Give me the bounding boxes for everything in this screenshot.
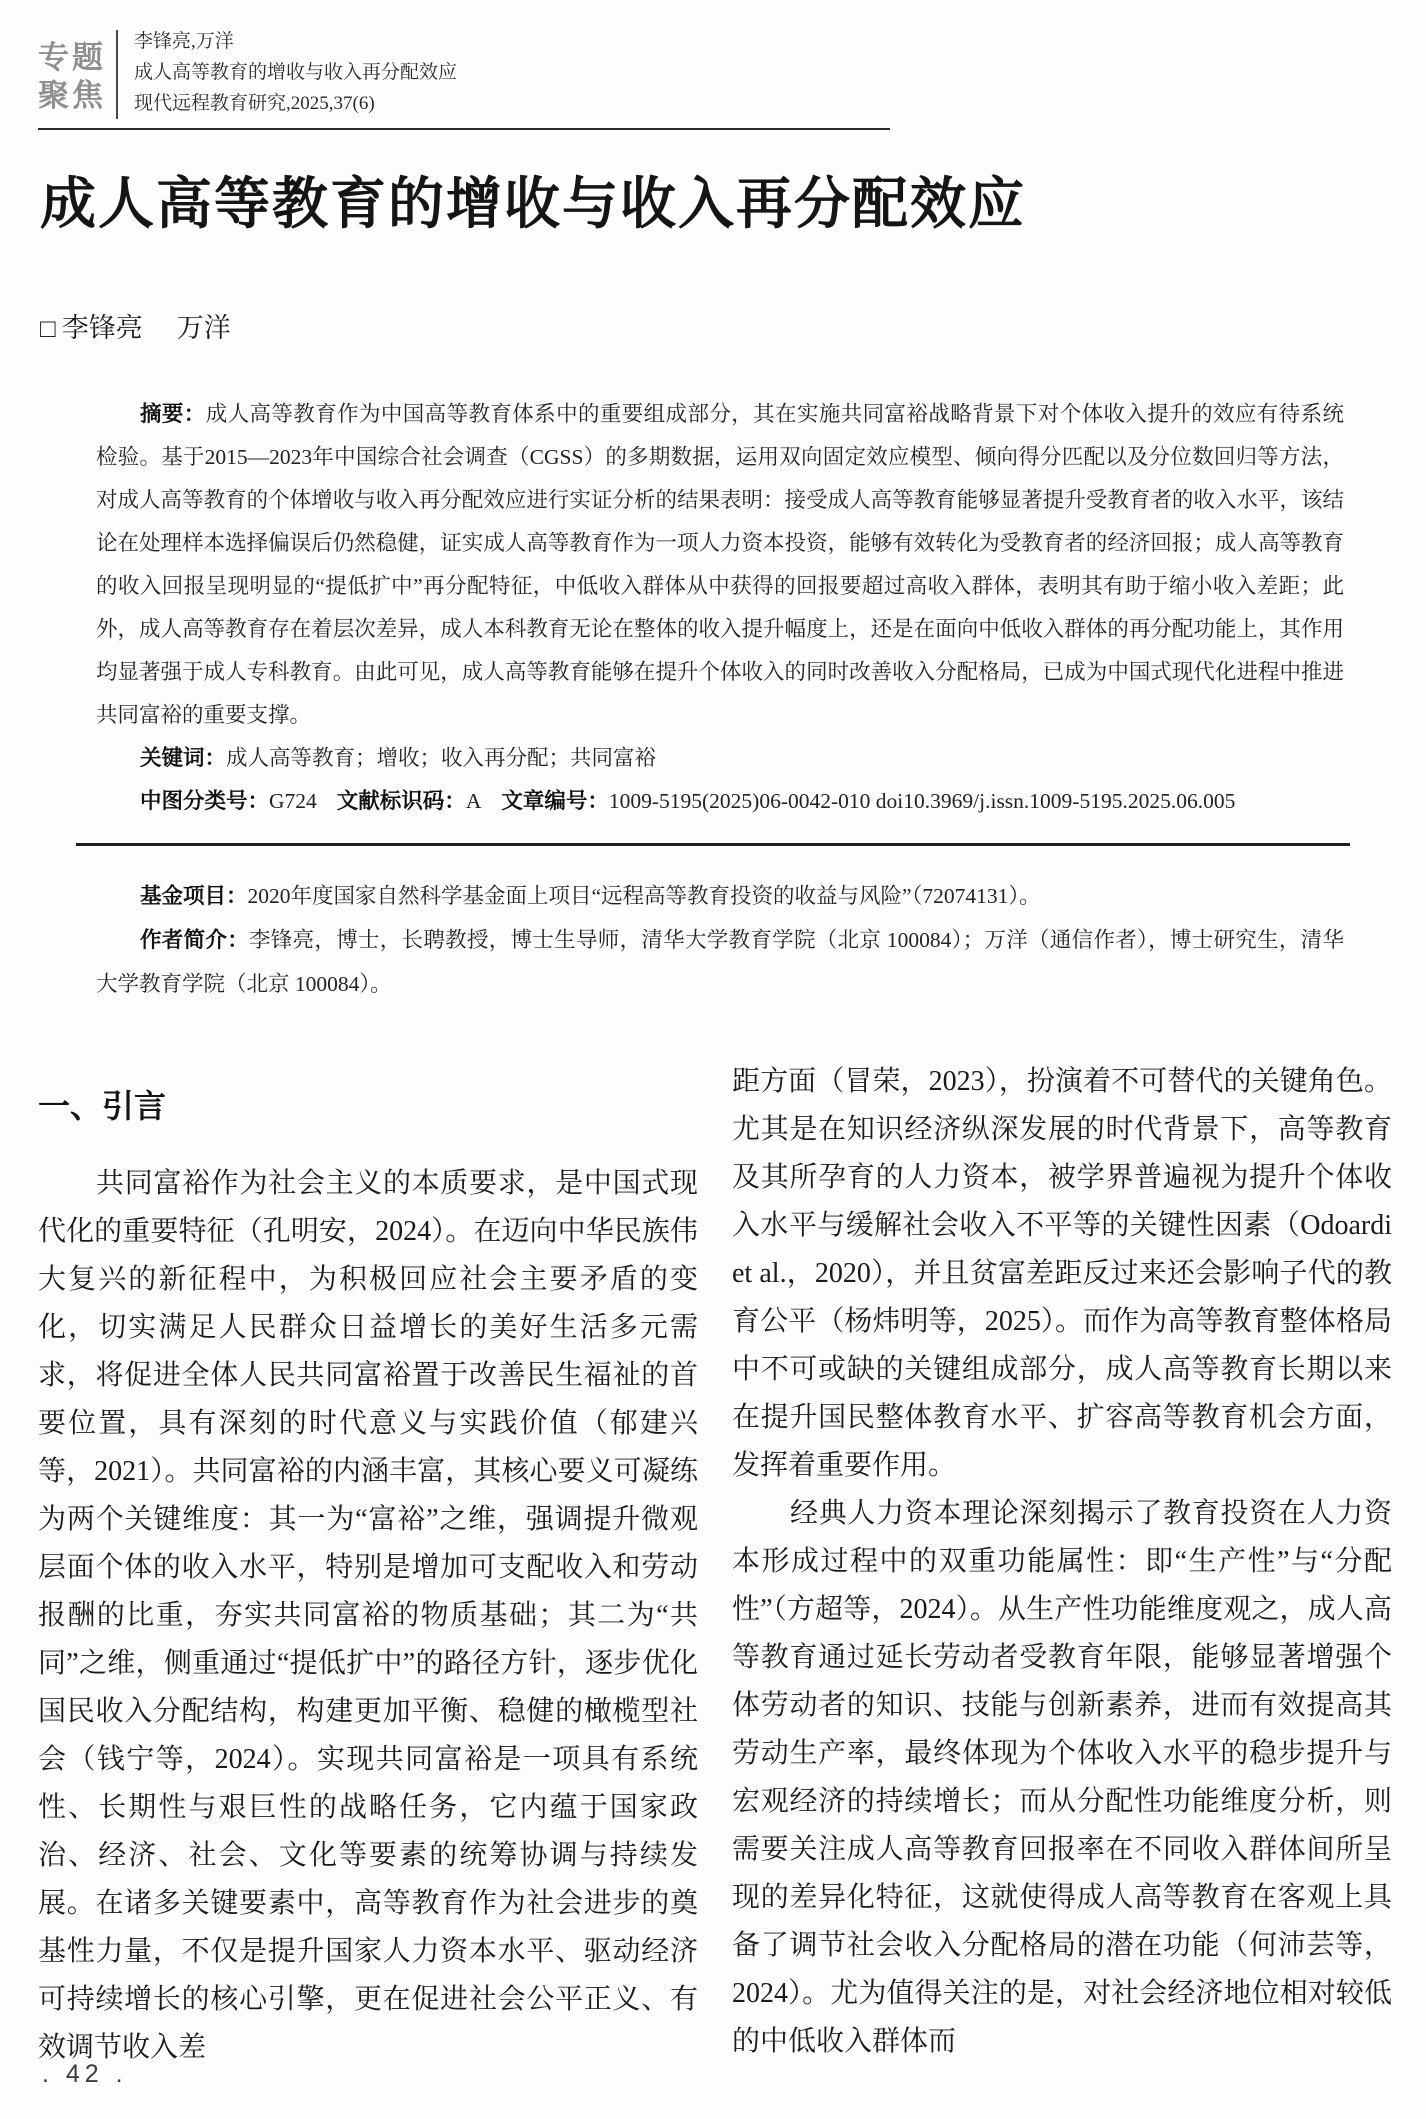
page-header [38, 20, 1392, 119]
keywords-label: 关键词： [140, 746, 227, 770]
clc-value: G724 [269, 789, 317, 813]
article-id-label: 文章编号： [501, 789, 609, 813]
article-title: 成人高等教育的增收与收入再分配效应 [40, 172, 1026, 235]
clc-label: 中图分类号： [140, 789, 270, 813]
author-marker-square: □ [40, 314, 56, 343]
page-footer [42, 2060, 128, 2089]
author-line [40, 306, 1392, 345]
keywords-line [96, 737, 1344, 780]
body-paragraph-2: 经典人力资本理论深刻揭示了教育投资在人力资本形成过程中的双重功能属性：即“生产性”与“分配性”（方超等，2024）。从生产性功能维度观之，成人高等教育通过延长劳动者受教育年限，能够显著增强个体劳动者的知识、技能与创新素养，进而有效提高其劳动生产率，最终体现为个体收入水平的稳步提升与宏观经济的持续增长；而从分配性功能维度分析，则需要关注成人高等教育回报率在不同收入群体间所呈现的差异化特征，这就使得成人高等教育在客观上具备了调节社会收入分配格局的潜在功能（何沛芸等，2024）。尤为值得关注的是，对社会经济地位相对较低的中低收入群体而 [732, 1498, 1392, 2057]
keywords-text: 成人高等教育；增收；收入再分配；共同富裕 [226, 746, 657, 770]
bio-text: 李锋亮，博士，长聘教授，博士生导师，清华大学教育学院（北京 100084）；万洋（通信作者），博士研究生，清华大学教育学院（北京 100084）。 [96, 928, 1344, 996]
citation-article-title: 成人高等教育的增收与收入再分配效应 [134, 62, 458, 83]
topic-label-line2: 聚焦 [38, 77, 106, 113]
abstract-paragraph [96, 393, 1344, 737]
header-vertical-divider [116, 30, 118, 119]
running-citation [134, 20, 457, 119]
fund-text: 2020年度国家自然科学基金面上项目“远程高等教育投资的收益与风险”（72074131）。 [247, 884, 1041, 908]
section-heading-introduction: 一、引言 [38, 1088, 167, 1124]
abstract-text: 成人高等教育作为中国高等教育体系中的重要组成部分，其在实施共同富裕战略背景下对个体收入提升的效应有待系统检验。基于2015—2023年中国综合社会调查（CGSS）的多期数据，运用双向固定效应模型、倾向得分匹配以及分位数回归等方法，对成人高等教育的个体增收与收入再分配效应进行实证分析的结果表明：接受成人高等教育能够显著提升受教育者的收入水平，该结论在处理样本选择偏误后仍然稳健，证实成人高等教育作为一项人力资本投资，能够有效转化为受教育者的经济回报；成人高等教育的收入回报呈现明显的“提低扩中”再分配特征，中低收入群体从中获得的回报要超过高收入群体，表明其有助于缩小收入差距；此外，成人高等教育存在着层次差异，成人本科教育无论在整体的收入提升幅度上，还是在面向中低收入群体的再分配功能上，其作用均显著强于成人专科教育。由此可见，成人高等教育能够在提升个体收入的同时改善收入分配格局，已成为中国式现代化进程中推进共同富裕的重要支撑。 [96, 402, 1344, 727]
author-name-1: 李锋亮 [61, 313, 143, 343]
doc-code-label: 文献标识码： [336, 789, 466, 813]
body-columns [38, 1058, 1392, 2072]
abstract-section [96, 393, 1344, 823]
article-meta-line [96, 780, 1344, 823]
fund-project-line [96, 874, 1344, 918]
left-column [38, 1058, 698, 2072]
bio-label: 作者简介： [140, 928, 249, 952]
citation-journal-info: 现代远程教育研究,2025,37(6) [134, 93, 375, 114]
header-horizontal-rule [38, 128, 890, 130]
doc-code-value: A [465, 789, 482, 813]
mid-horizontal-rule [76, 843, 1350, 846]
topic-column-label [38, 25, 106, 115]
author-bio-line [96, 918, 1344, 1006]
abstract-label: 摘要： [140, 402, 206, 426]
fund-label: 基金项目： [140, 884, 248, 908]
doi-value: doi10.3969/j.issn.1009-5195.2025.06.005 [875, 789, 1236, 813]
citation-authors: 李锋亮,万洋 [134, 31, 234, 52]
author-name-2: 万洋 [176, 313, 231, 343]
body-paragraph-continuation: 距方面（冒荣，2023），扮演着不可替代的关键角色。尤其是在知识经济纵深发展的时代背景下，高等教育及其所孕育的人力资本，被学界普遍视为提升个体收入水平与缓解社会收入不平等的关键性因素（Odoardi et al.，2020），并且贫富差距反过来还会影响子代的教育公平（杨炜明等，2025）。而作为高等教育整体格局中不可或缺的关键组成部分，成人高等教育长期以来在提升国民整体教育水平、扩容高等教育机会方面，发挥着重要作用。 [732, 1066, 1392, 1481]
topic-label-line1: 专题 [38, 39, 106, 75]
body-paragraph-left: 共同富裕作为社会主义的本质要求，是中国式现代化的重要特征（孔明安，2024）。在迈向中华民族伟大复兴的新征程中，为积极回应社会主要矛盾的变化，切实满足人民群众日益增长的美好生活多元需求，将促进全体人民共同富裕置于改善民生福祉的首要位置，具有深刻的时代意义与实践价值（郁建兴等，2021）。共同富裕的内涵丰富，其核心要义可凝练为两个关键维度：其一为“富裕”之维，强调提升微观层面个体的收入水平，特别是增加可支配收入和劳动报酬的比重，夯实共同富裕的物质基础；其二为“共同”之维，侧重通过“提低扩中”的路径方针，逐步优化国民收入分配结构，构建更加平衡、稳健的橄榄型社会（钱宁等，2024）。实现共同富裕是一项具有系统性、长期性与艰巨性的战略任务，它内蕴于国家政治、经济、社会、文化等要素的统筹协调与持续发展。在诸多关键要素中，高等教育作为社会进步的奠基性力量，不仅是提升国家人力资本水平、驱动经济可持续增长的核心引擎，更在促进社会公平正义、有效调节收入差 [38, 1168, 698, 2063]
funding-section [96, 874, 1344, 1006]
page-number: . 42 . [42, 2060, 128, 2088]
article-id-value: 1009-5195(2025)06-0042-010 [608, 789, 871, 813]
right-column [732, 1058, 1392, 2072]
